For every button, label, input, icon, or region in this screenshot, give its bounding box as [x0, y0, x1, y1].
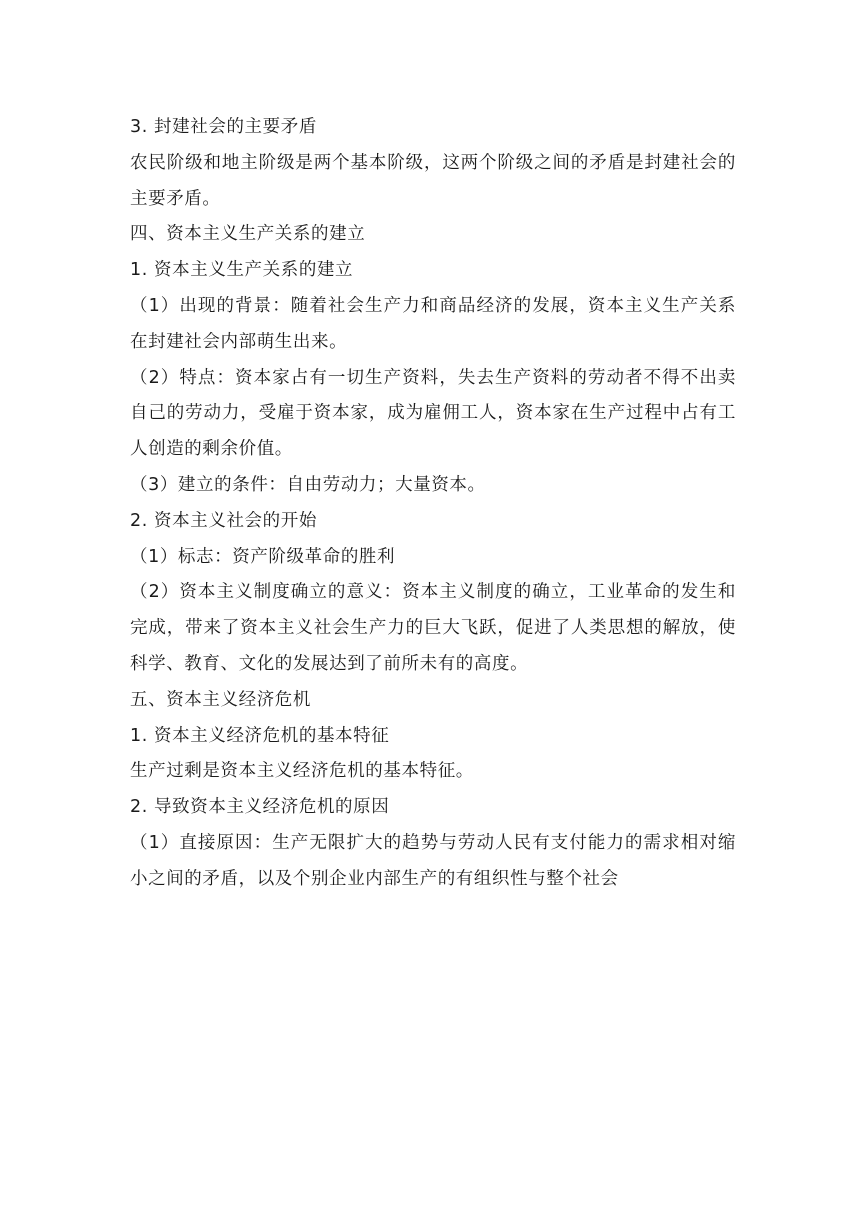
- section-heading: 五、资本主义经济危机: [130, 689, 311, 710]
- body-paragraph: （1）标志：资产阶级革命的胜利: [130, 546, 396, 567]
- body-paragraph: （2）特点：资本家占有一切生产资料，失去生产资料的劳动者不得不出卖自己的劳动力，受雇于资本家，成为雇佣工人，资本家在生产过程中占有工人创造的剩余价值。: [130, 367, 736, 460]
- document-page: [130, 110, 736, 898]
- section-subheading: 3. 封建社会的主要矛盾: [130, 117, 317, 137]
- section-subheading: 2. 导致资本主义经济危机的原因: [130, 797, 390, 818]
- body-paragraph: 农民阶级和地主阶级是两个基本阶级，这两个阶级之间的矛盾是封建社会的主要矛盾。: [130, 152, 736, 209]
- body-paragraph: （1）出现的背景：随着社会生产力和商品经济的发展，资本主义生产关系在封建社会内部萌生出来。: [130, 295, 736, 352]
- body-paragraph: （2）资本主义制度确立的意义：资本主义制度的确立，工业革命的发生和完成，带来了资本主义社会生产力的巨大飞跃，促进了人类思想的解放，使科学、教育、文化的发展达到了前所未有的高度。: [130, 582, 736, 674]
- body-paragraph: （3）建立的条件：自由劳动力；大量资本。: [130, 474, 486, 495]
- section-subheading: 1. 资本主义生产关系的建立: [130, 260, 354, 281]
- section-subheading: 1. 资本主义经济危机的基本特征: [130, 725, 390, 746]
- section-heading: 四、资本主义生产关系的建立: [130, 224, 366, 245]
- body-paragraph: （1）直接原因：生产无限扩大的趋势与劳动人民有支付能力的需求相对缩小之间的矛盾，以及个别企业内部生产的有组织性与整个社会: [130, 832, 736, 889]
- body-paragraph: 生产过剩是资本主义经济危机的基本特征。: [130, 761, 474, 782]
- section-subheading: 2. 资本主义社会的开始: [130, 510, 317, 531]
